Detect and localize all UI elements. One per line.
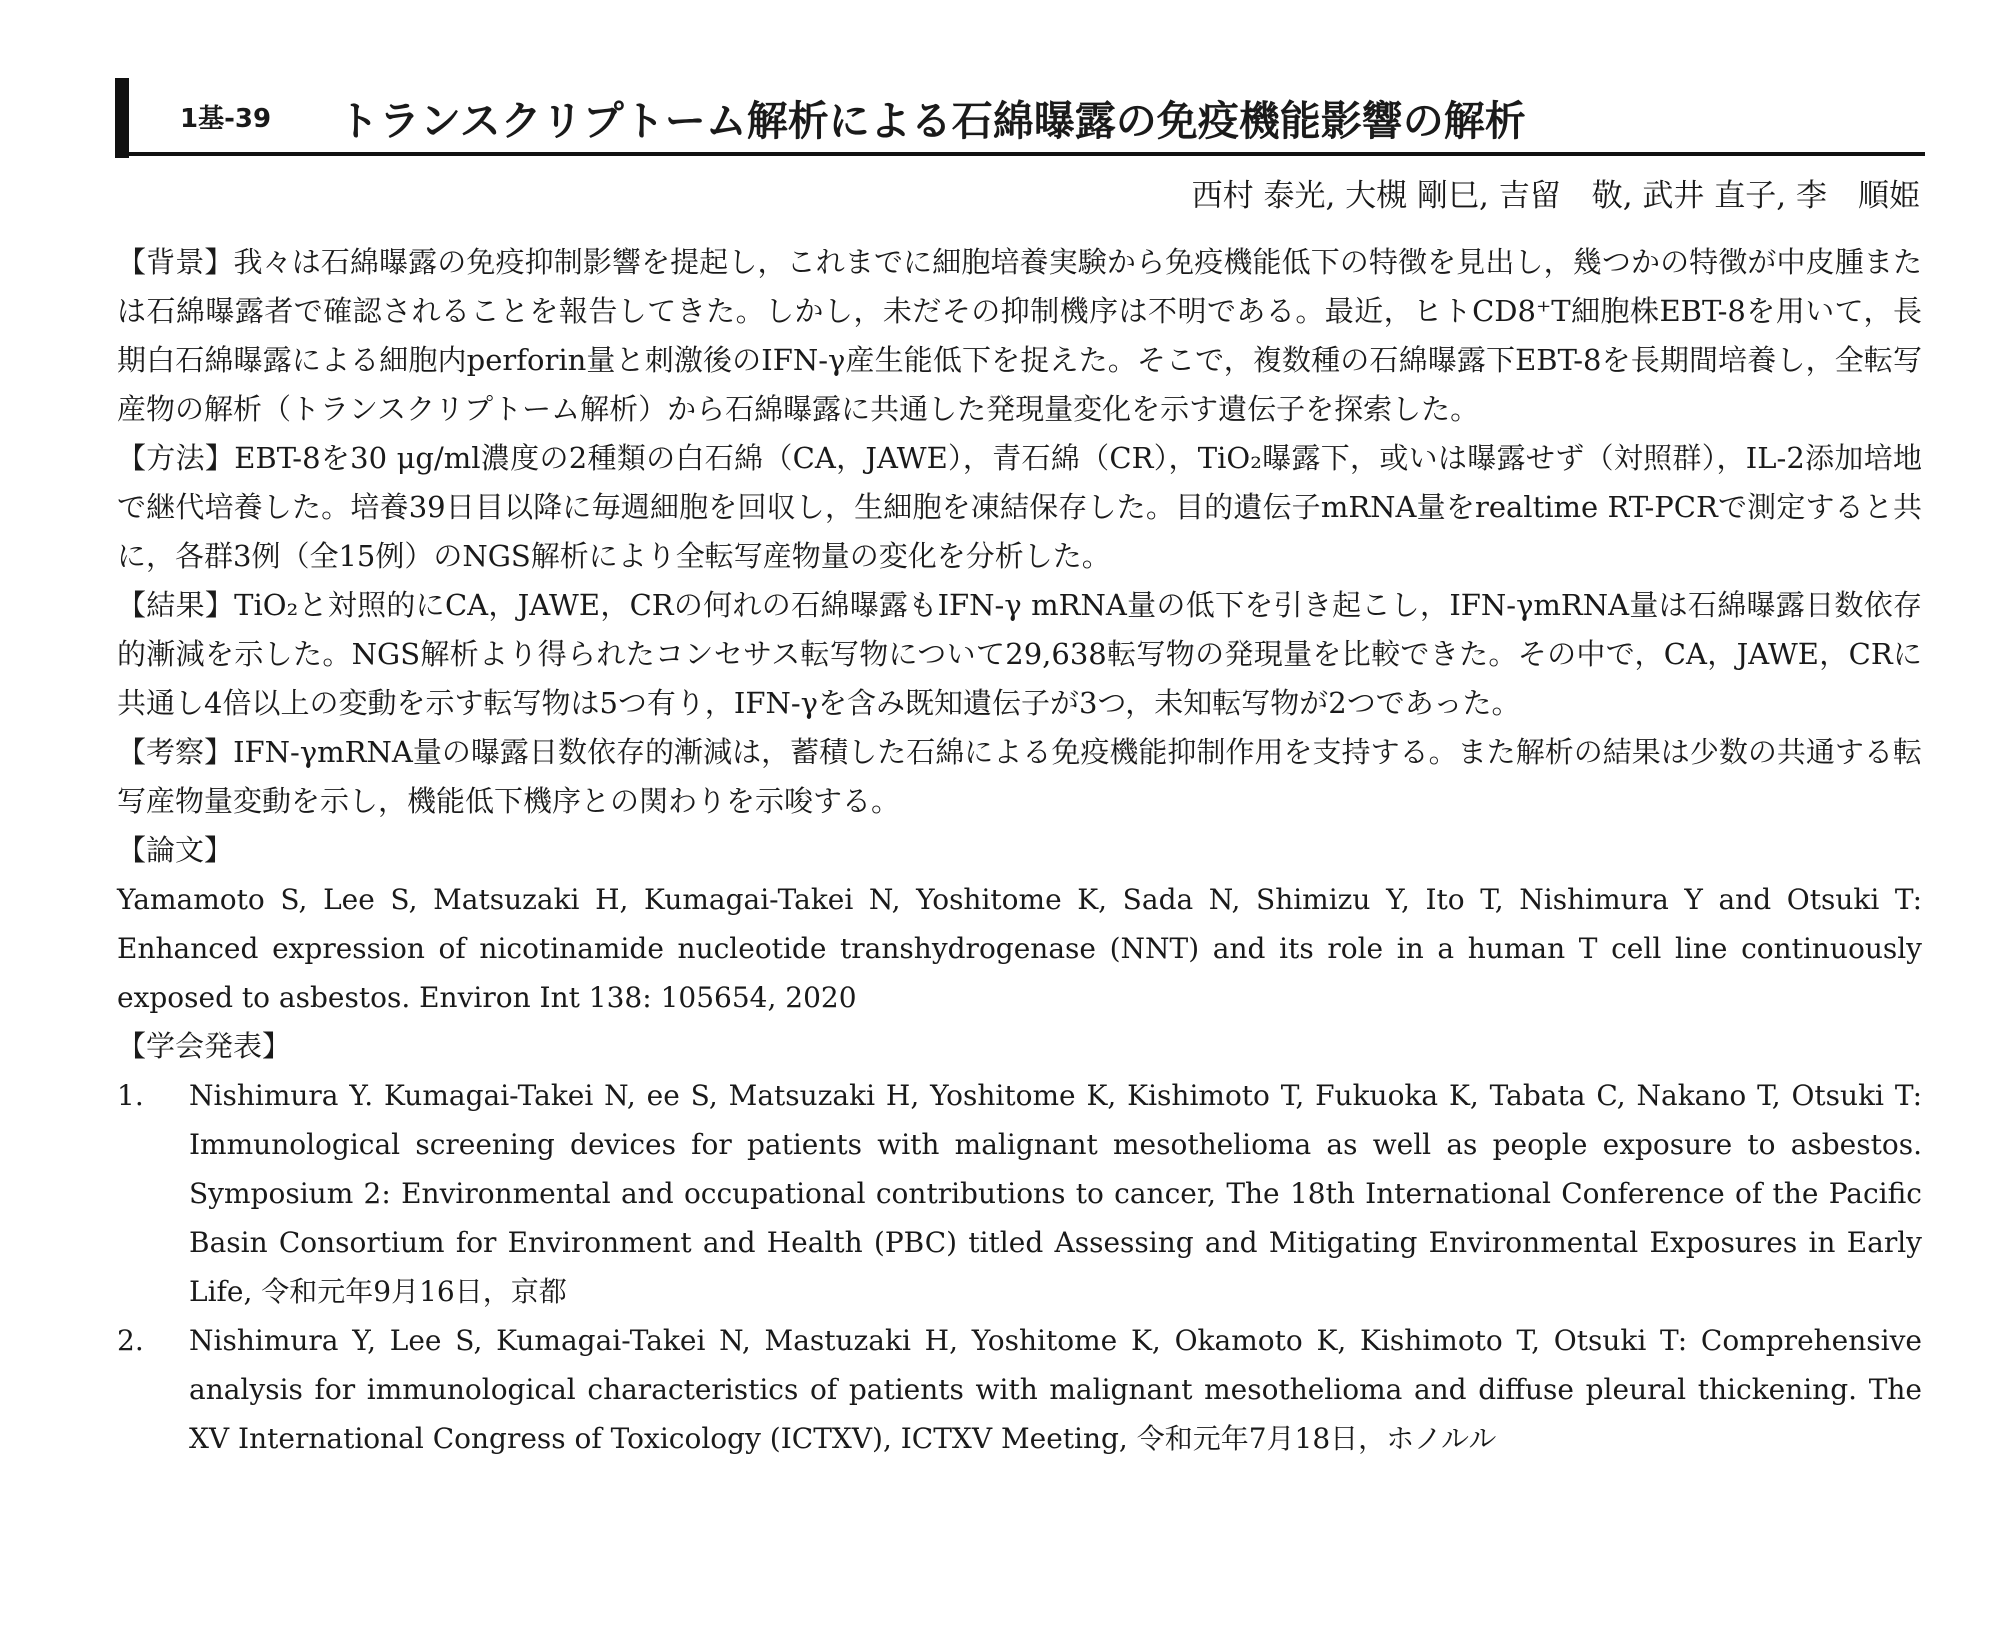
section-text: IFN-γmRNA量の曝露日数依存的漸減は，蓄積した石綿による免疫機能抑制作用を支持する。また解析の結果は少数の共通する転写産物量変動を示し，機能低下機序との関わりを示唆する。 (117, 735, 1922, 818)
section-text: TiO₂と対照的にCA，JAWE，CRの何れの石綿曝露もIFN-γ mRNA量の低下を引き起こし，IFN-γmRNA量は石綿曝露日数依存的漸減を示した。NGS解析より得られたコンセサス転写物について29,638転写物の発現量を比較できた。その中で，CA，JAWE，CRに共通し4倍以上の変動を示す転写物は5つ有り，IFN-γを含み既知遺伝子が3つ，未知転写物が2つであった。 (117, 588, 1922, 720)
section-tag: 【背景】 (117, 245, 234, 279)
authors: 西村 泰光, 大槻 剛巳, 吉留 敬, 武井 直子, 李 順姫 (1191, 178, 1920, 214)
section-papers-heading: 【論文】 (117, 833, 234, 867)
section-results (117, 581, 1922, 728)
presentation-list (117, 1071, 1922, 1463)
section-background (117, 238, 1922, 434)
section-discussion (117, 728, 1922, 826)
abstract-body (117, 238, 1922, 1463)
section-method (117, 434, 1922, 581)
list-text: Nishimura Y, Lee S, Kumagai-Takei N, Mastuzaki H, Yoshitome K, Okamoto K, Kishimoto T, Otsuki T: Comprehensive analysis for immunological characteristics of patients with malignant mesothelioma and diffuse pleural thickening. The XV International Congress of Toxicology (ICTXV), ICTXV Meeting, 令和元年7月18日，ホノルル (189, 1324, 1922, 1455)
list-item (117, 1071, 1922, 1316)
list-number: 2. (117, 1324, 144, 1357)
section-text: 我々は石綿曝露の免疫抑制影響を提起し，これまでに細胞培養実験から免疫機能低下の特徴を見出し，幾つかの特徴が中皮腫または石綿曝露者で確認されることを報告してきた。しかし，未だその抑制機序は不明である。最近，ヒトCD8⁺T細胞株EBT-8を用いて，長期白石綿曝露による細胞内perforin量と刺激後のIFN-γ産生能低下を捉えた。そこで，複数種の石綿曝露下EBT-8を長期間培養し，全転写産物の解析（トランスクリプトーム解析）から石綿曝露に共通した発現量変化を示す遺伝子を探索した。 (117, 245, 1922, 426)
section-presentations-heading: 【学会発表】 (117, 1029, 292, 1063)
header-bar (115, 78, 129, 158)
paper-citation: Yamamoto S, Lee S, Matsuzaki H, Kumagai-Takei N, Yoshitome K, Sada N, Shimizu Y, Ito T, Nishimura Y and Otsuki T: Enhanced expression of nicotinamide nucleotide transhydrogenase (NNT) and its role in a human T cell line continuously exposed to asbestos. Environ Int 138: 105654, 2020 (117, 883, 1922, 1014)
section-tag: 【方法】 (117, 441, 235, 475)
list-item (117, 1316, 1922, 1463)
list-number: 1. (117, 1079, 144, 1112)
section-tag: 【考察】 (117, 735, 234, 769)
abstract-id: 1基-39 (180, 104, 272, 134)
abstract-title: トランスクリプトーム解析による石綿曝露の免疫機能影響の解析 (338, 97, 1526, 145)
section-tag: 【結果】 (117, 588, 235, 622)
section-text: EBT-8を30 μg/ml濃度の2種類の白石綿（CA，JAWE），青石綿（CR），TiO₂曝露下，或いは曝露せず（対照群），IL-2添加培地で継代培養した。培養39日目以降に毎週細胞を回収し，生細胞を凍結保存した。目的遺伝子mRNA量をrealtime RT-PCRで測定すると共に，各群3例（全15例）のNGS解析により全転写産物量の変化を分析した。 (117, 441, 1922, 573)
header-rule (115, 152, 1925, 156)
list-text: Nishimura Y. Kumagai-Takei N, ee S, Matsuzaki H, Yoshitome K, Kishimoto T, Fukuoka K, Tabata C, Nakano T, Otsuki T: Immunological screening devices for patients with malignant mesothelioma as well as people exposure to asbestos. Symposium 2: Environmental and occupational contributions to cancer, The 18th International Conference of the Pacific Basin Consortium for Environment and Health (PBC) titled Assessing and Mitigating Environmental Exposures in Early Life, 令和元年9月16日，京都 (189, 1079, 1922, 1308)
